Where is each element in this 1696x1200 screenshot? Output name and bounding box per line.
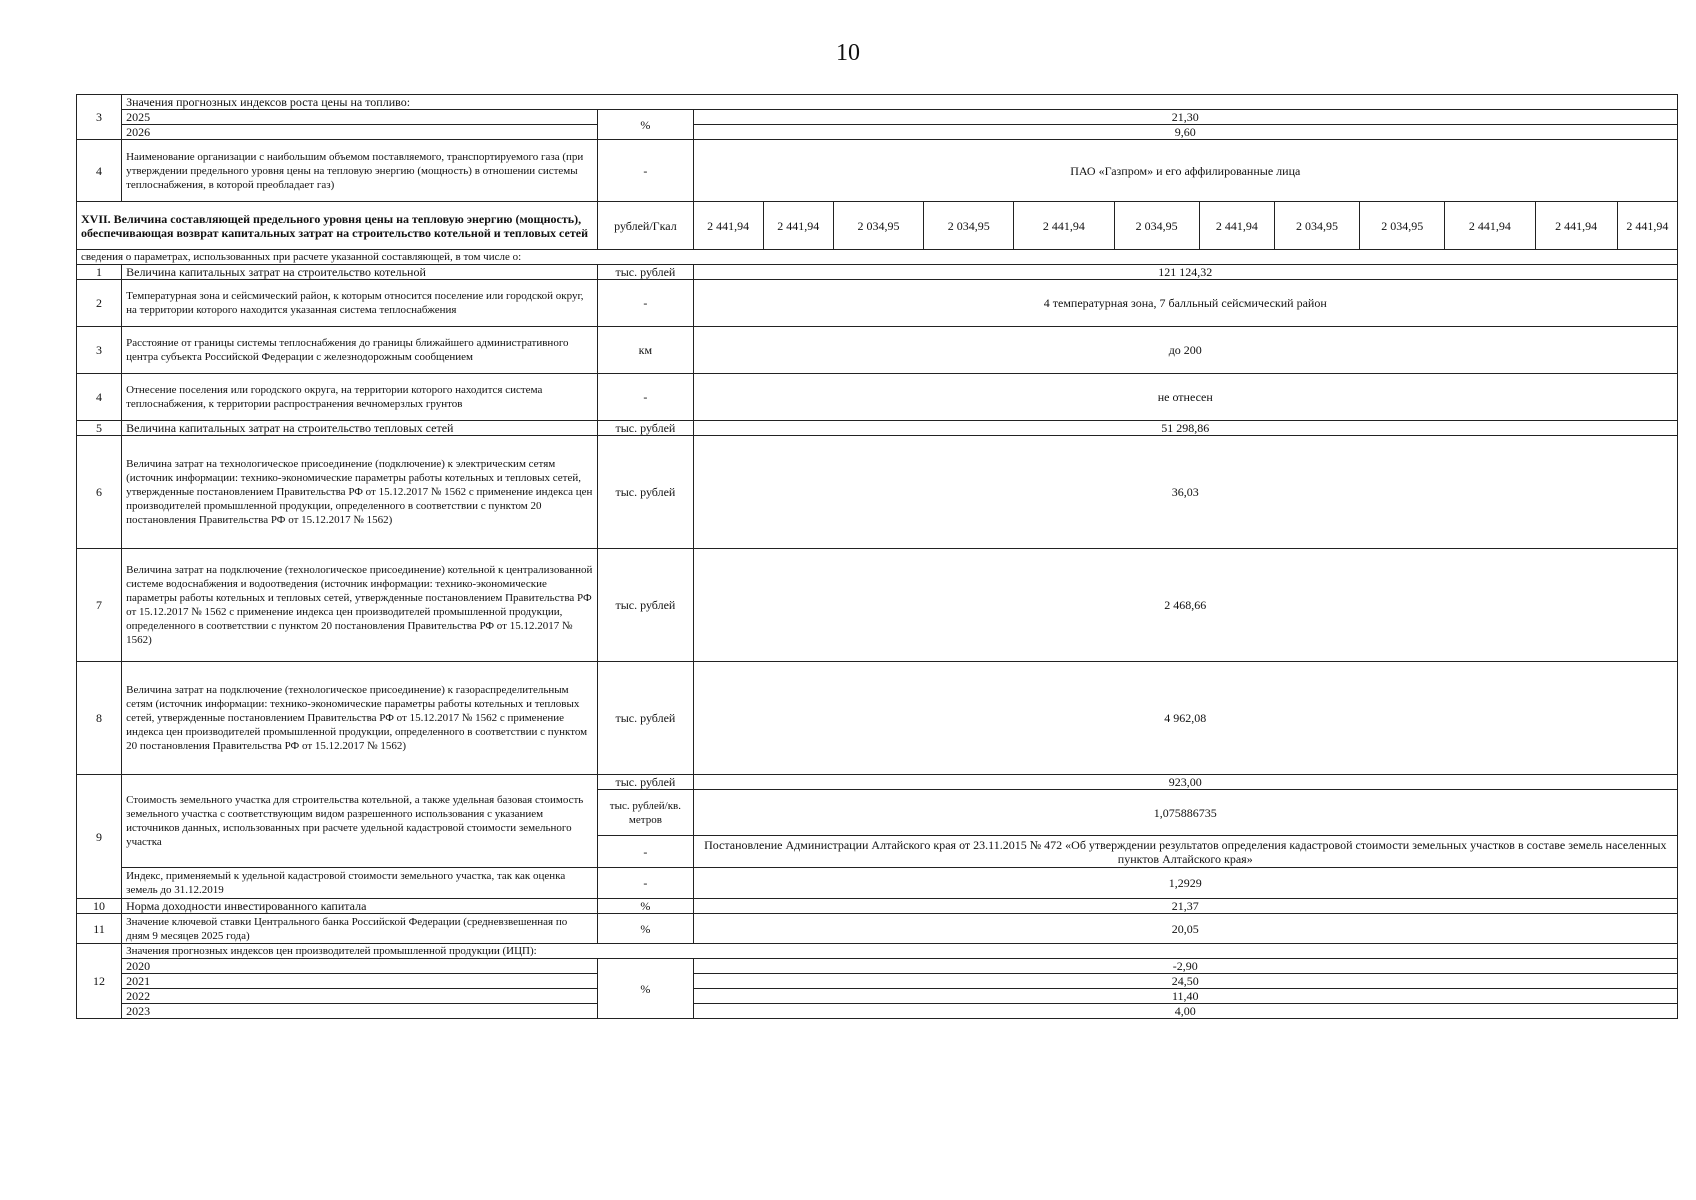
value-cell: ПАО «Газпром» и его аффилированные лица [693,140,1677,202]
unit-cell: - [598,280,693,327]
unit-cell: % [598,110,693,140]
row-description: Индекс, применяемый к удельной кадастровой стоимости земельного участка, так как оценка земель до 31.12.2019 [122,868,598,899]
row-description: Величина капитальных затрат на строительство котельной [122,265,598,280]
row-number: 2 [77,280,122,327]
row-number: 5 [77,421,122,436]
unit-cell: - [598,868,693,899]
row-number: 3 [77,327,122,374]
row-description: Величина затрат на подключение (технологическое присоединение) к газораспределительным сетям (источник информации: технико-экономические параметры работы котельных и тепловых сетей, утвержденные постановлением Правительства РФ от 15.12.2017 № 1562 с применение индекса цен производителей промышленной продукции, определенного в соответствии с пунктом 20 постановления Правительства РФ от 15.12.2017 № 1562) [122,662,598,775]
xvii-value: 2 441,94 [693,202,763,250]
row-description: Отнесение поселения или городского округа, на территории которого находится система теплоснабжения, к территории распространения вечномерзлых грунтов [122,374,598,421]
unit-cell: тыс. рублей/кв. метров [598,790,693,836]
row-description: Расстояние от границы системы теплоснабжения до границы ближайшего административного центра субъекта Российской Федерации с железнодорожным сообщением [122,327,598,374]
unit-cell: - [598,374,693,421]
table-row [77,436,1678,549]
value-cell: -2,90 [693,959,1677,974]
year-label: 2026 [122,125,598,140]
unit-cell: тыс. рублей [598,775,693,790]
row-number: 3 [77,95,122,140]
row-description: Норма доходности инвестированного капитала [122,899,598,914]
row-number: 11 [77,914,122,944]
row-description: Величина затрат на подключение (технологическое присоединение) котельной к централизованной системе водоснабжения и водоотведения (источник информации: технико-экономические параметры работы котельных и тепловых сетей, утвержденные постановлением Правительства РФ от 15.12.2017 № 1562 с применение индекса цен производителей промышленной продукции, определенного в соответствии с пунктом 20 постановления Правительства РФ от 15.12.2017 № 1562) [122,549,598,662]
table-row [77,974,1678,989]
value-cell: 11,40 [693,989,1677,1004]
row-description: Значение ключевой ставки Центрального банка Российской Федерации (средневзвешенная по дням 9 месяцев 2025 года) [122,914,598,944]
row-description: Температурная зона и сейсмический район, к которым относится поселение или городской округ, на территории которого находится указанная система теплоснабжения [122,280,598,327]
unit-cell: тыс. рублей [598,421,693,436]
table-row [77,374,1678,421]
value-cell: 21,37 [693,899,1677,914]
unit-cell: % [598,914,693,944]
unit-cell: км [598,327,693,374]
table-row [77,899,1678,914]
row-number: 10 [77,899,122,914]
unit-cell: - [598,836,693,868]
row-number: 7 [77,549,122,662]
xvii-value: 2 441,94 [763,202,833,250]
value-cell: 9,60 [693,125,1677,140]
table-row [77,914,1678,944]
row-number: 12 [77,944,122,1019]
year-label: 2025 [122,110,598,125]
table-row [77,110,1678,125]
xvii-value: 2 034,95 [924,202,1014,250]
row-description: Стоимость земельного участка для строительства котельной, а также удельная базовая стоимость земельного участка с соответствующим видом разрешенного использования с указанием источников данных, использованных при расчете удельной кадастровой стоимости земельного участка [122,775,598,868]
unit-cell: тыс. рублей [598,662,693,775]
params-header: сведения о параметрах, использованных при расчете указанной составляющей, в том числе о: [77,250,1678,265]
xvii-value: 2 441,94 [1617,202,1677,250]
xvii-value: 2 034,95 [1274,202,1359,250]
value-cell: 4,00 [693,1004,1677,1019]
value-cell: до 200 [693,327,1677,374]
section-title: XVII. Величина составляющей предельного уровня цены на тепловую энергию (мощность), обеспечивающая возврат капитальных затрат на строительство котельной и тепловых сетей [77,202,598,250]
row-description: Величина затрат на технологическое присоединение (подключение) к электрическим сетям (источник информации: технико-экономические параметры работы котельных и тепловых сетей, утвержденные постановлением Правительства РФ от 15.12.2017 № 1562 с применение индекса цен производителей промышленной продукции, определенного в соответствии с пунктом 20 постановления Правительства РФ от 15.12.2017 № 1562) [122,436,598,549]
table-row [77,140,1678,202]
value-cell: 51 298,86 [693,421,1677,436]
tariff-parameters-table [76,94,1678,1019]
year-label: 2020 [122,959,598,974]
value-cell: 923,00 [693,775,1677,790]
value-cell: 20,05 [693,914,1677,944]
fuel-index-header: Значения прогнозных индексов роста цены на топливо: [122,95,1678,110]
year-label: 2021 [122,974,598,989]
table-row [77,868,1678,899]
value-cell: Постановление Администрации Алтайского края от 23.11.2015 № 472 «Об утверждении результатов определения кадастровой стоимости земельных участков в составе земель населенных пунктов Алтайского края» [693,836,1677,868]
table-row [77,989,1678,1004]
row-description: Величина капитальных затрат на строительство тепловых сетей [122,421,598,436]
value-cell: 4 962,08 [693,662,1677,775]
table-row [77,280,1678,327]
table-row [77,327,1678,374]
table-row [77,95,1678,110]
unit-cell: - [598,140,693,202]
value-cell: не отнесен [693,374,1677,421]
value-cell: 1,075886735 [693,790,1677,836]
row-number: 9 [77,775,122,899]
xvii-value: 2 034,95 [833,202,923,250]
year-label: 2022 [122,989,598,1004]
row-description: Наименование организации с наибольшим объемом поставляемого, транспортируемого газа (при утверждении предельного уровня цены на тепловую энергию (мощность) в отношении системы теплоснабжения, в которой преобладает газ) [122,140,598,202]
xvii-value: 2 441,94 [1445,202,1535,250]
unit-cell: тыс. рублей [598,436,693,549]
unit-cell: % [598,959,693,1019]
value-cell: 4 температурная зона, 7 балльный сейсмический район [693,280,1677,327]
value-cell: 1,2929 [693,868,1677,899]
xvii-value: 2 441,94 [1535,202,1617,250]
unit-cell: % [598,899,693,914]
unit-cell: рублей/Гкал [598,202,693,250]
table-row [77,1004,1678,1019]
unit-cell: тыс. рублей [598,265,693,280]
value-cell: 2 468,66 [693,549,1677,662]
row-number: 4 [77,140,122,202]
table-row [77,421,1678,436]
ipp-index-header: Значения прогнозных индексов цен производителей промышленной продукции (ИЦП): [122,944,1678,959]
value-cell: 36,03 [693,436,1677,549]
page-number: 10 [836,40,860,66]
value-cell: 21,30 [693,110,1677,125]
xvii-value: 2 441,94 [1014,202,1114,250]
row-number: 1 [77,265,122,280]
table-row [77,265,1678,280]
section-xvii-row [77,202,1678,250]
table-row [77,549,1678,662]
row-number: 6 [77,436,122,549]
table-row [77,662,1678,775]
table-row [77,125,1678,140]
xvii-value: 2 034,95 [1360,202,1445,250]
value-cell: 121 124,32 [693,265,1677,280]
xvii-value: 2 034,95 [1114,202,1199,250]
row-number: 8 [77,662,122,775]
table-row [77,775,1678,790]
value-cell: 24,50 [693,974,1677,989]
table-row [77,250,1678,265]
table-row [77,944,1678,959]
unit-cell: тыс. рублей [598,549,693,662]
table-row [77,959,1678,974]
xvii-value: 2 441,94 [1199,202,1274,250]
year-label: 2023 [122,1004,598,1019]
row-number: 4 [77,374,122,421]
